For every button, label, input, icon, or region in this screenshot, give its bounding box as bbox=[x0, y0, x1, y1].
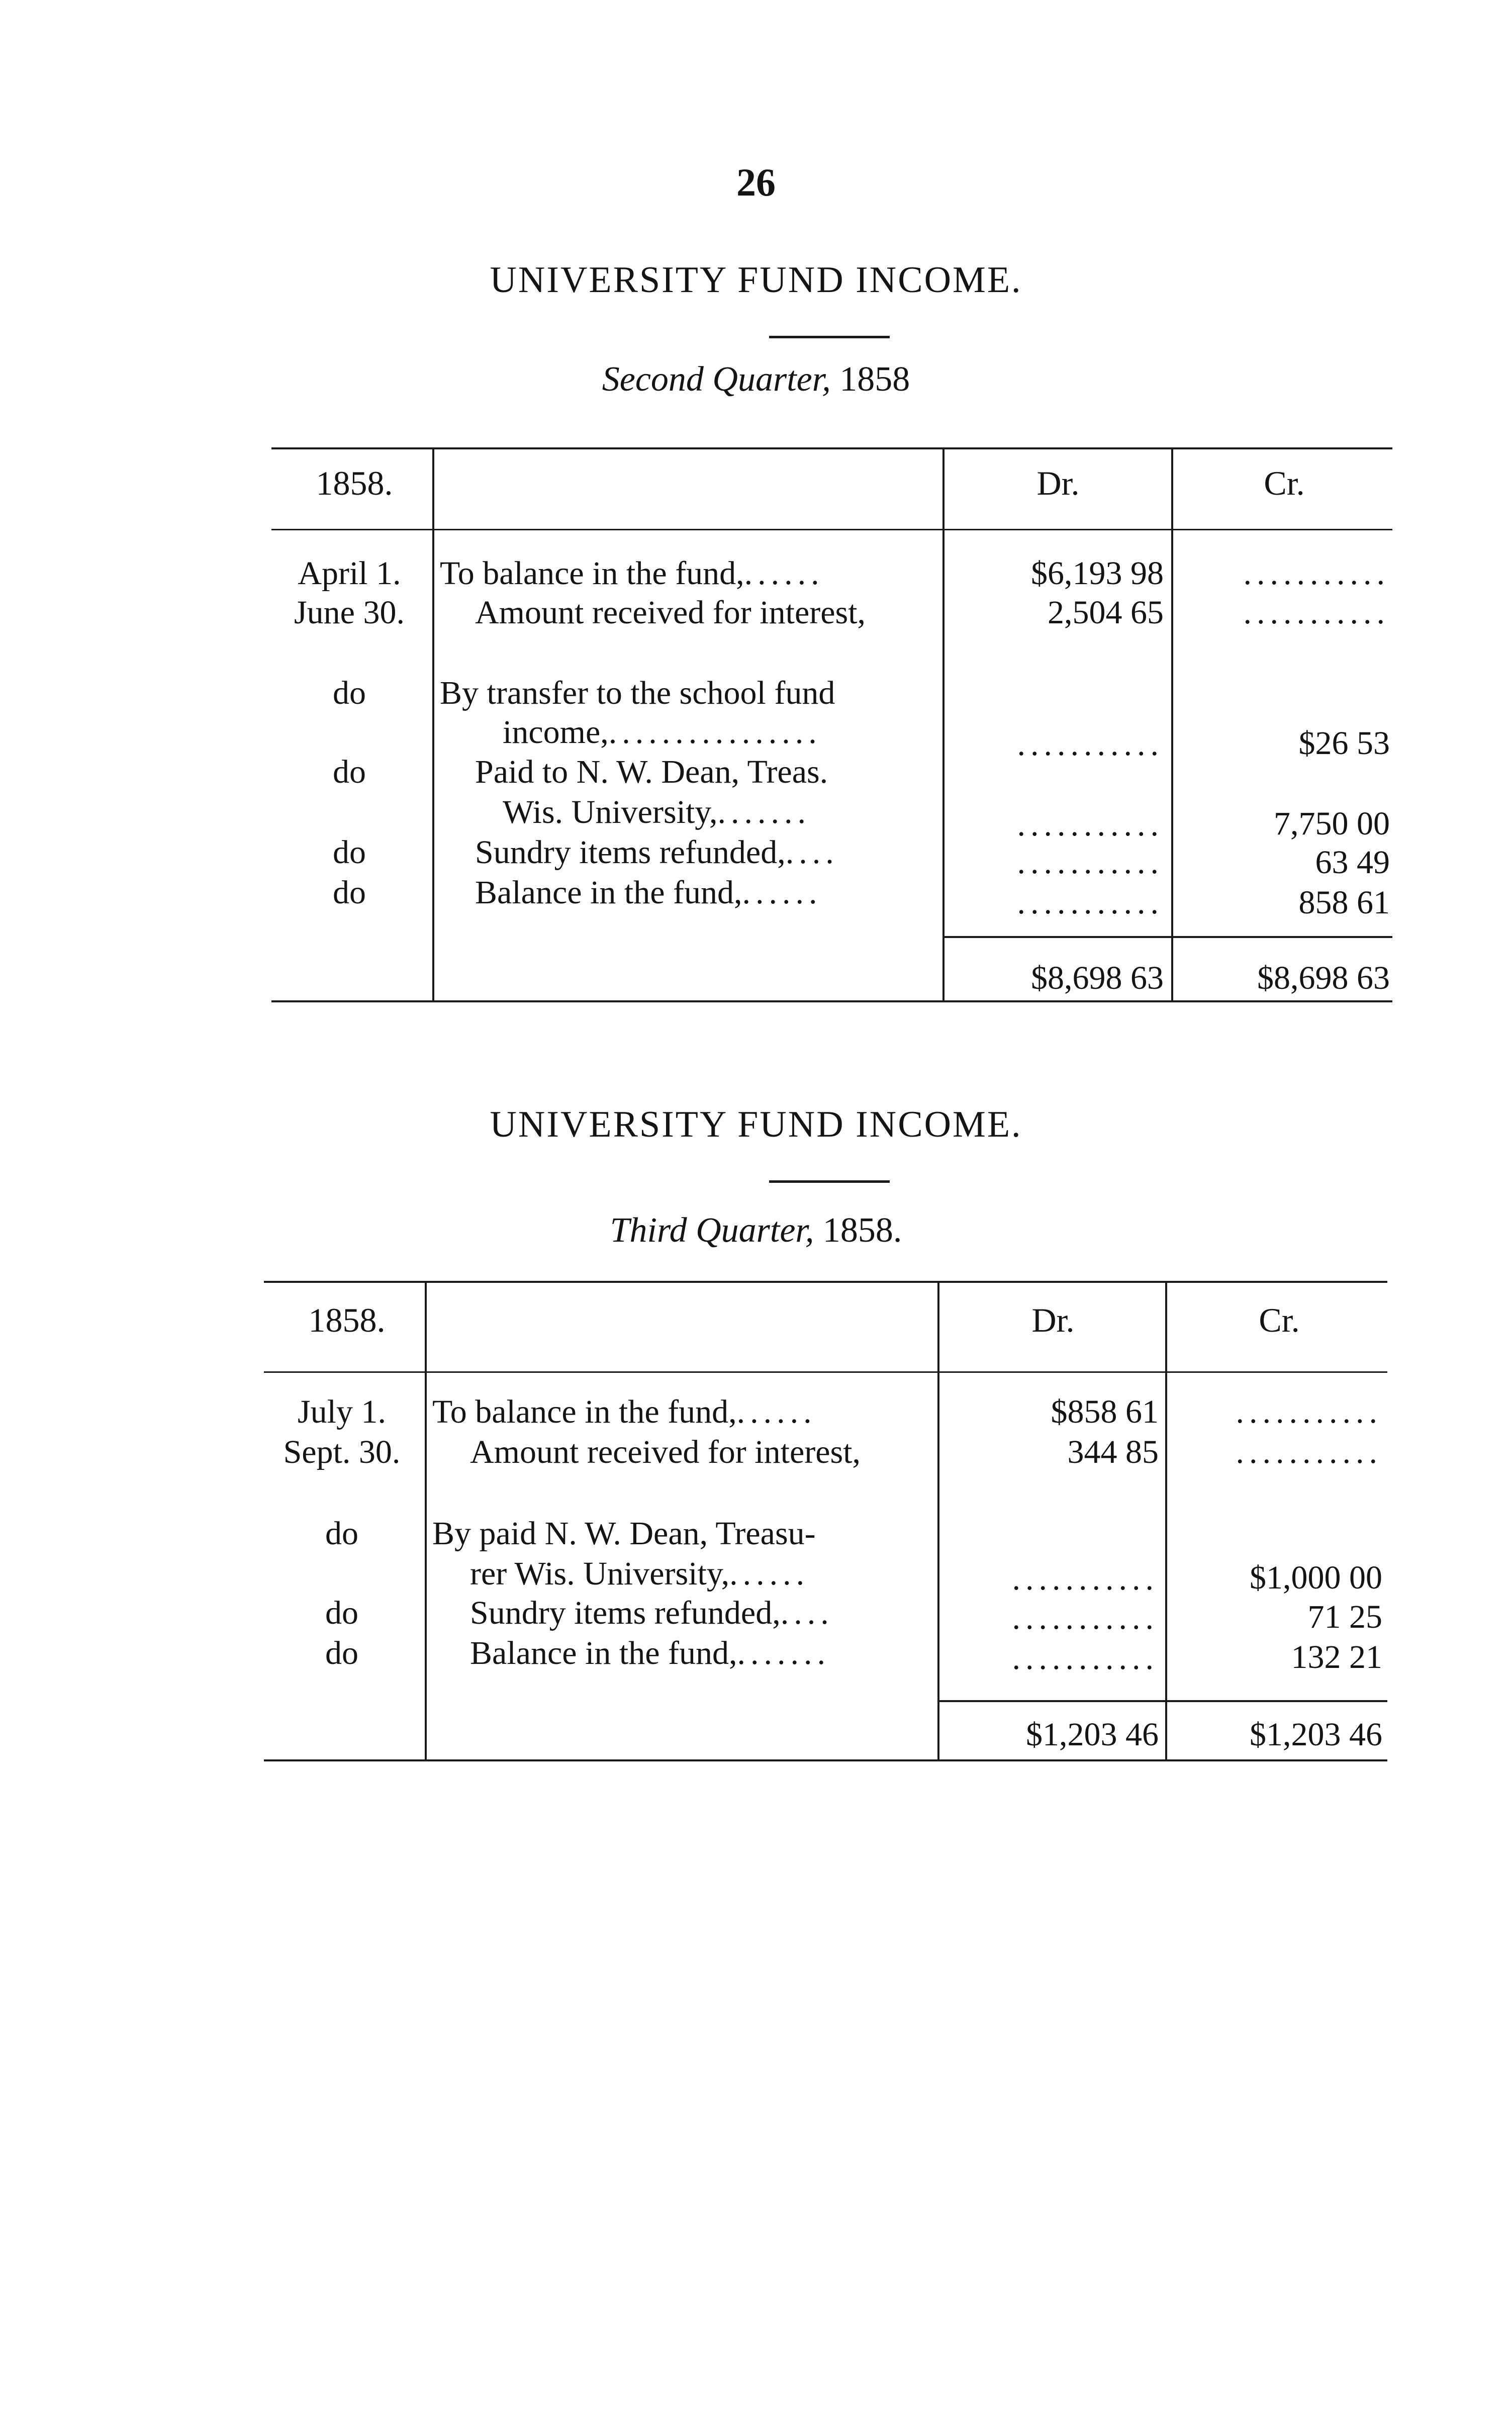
entry-leader: ....... bbox=[737, 1635, 830, 1671]
entry-text: Balance in the fund, bbox=[470, 1635, 737, 1671]
entry-debit: ........... bbox=[1012, 1560, 1159, 1597]
entry-leader: ................ bbox=[608, 714, 822, 751]
subtitle-year: 1858. bbox=[822, 1211, 902, 1250]
entry-text: By transfer to the school fund bbox=[440, 675, 835, 711]
header-debit: Dr. bbox=[1031, 1301, 1075, 1339]
col-rule-date bbox=[425, 1281, 427, 1759]
entry-date: do bbox=[325, 1595, 358, 1631]
entry-credit: $1,000 00 bbox=[1250, 1559, 1382, 1596]
entry-date: April 1. bbox=[298, 555, 401, 592]
entry-credit: 63 49 bbox=[1315, 844, 1390, 881]
entry-date: do bbox=[333, 874, 366, 911]
table-bottom-rule bbox=[264, 1759, 1387, 1761]
col-rule-dr bbox=[1165, 1281, 1167, 1759]
total-credit: $8,698 63 bbox=[1257, 960, 1390, 996]
entry-debit: ........... bbox=[1012, 1600, 1159, 1636]
entry-text: To balance in the fund, bbox=[432, 1393, 737, 1430]
header-debit: Dr. bbox=[1036, 464, 1080, 502]
entry-leader: .... bbox=[785, 834, 839, 871]
entry-leader: .... bbox=[780, 1595, 834, 1631]
total-debit: $8,698 63 bbox=[1031, 960, 1164, 996]
entry-date: do bbox=[333, 675, 366, 711]
entry-credit: ........... bbox=[1243, 555, 1390, 592]
entry-debit: 344 85 bbox=[1067, 1434, 1159, 1470]
entry-description bbox=[470, 1432, 861, 1473]
page-number: 26 bbox=[736, 160, 776, 204]
entry-date: do bbox=[333, 834, 366, 871]
entry-credit: ........... bbox=[1243, 594, 1390, 631]
header-credit: Cr. bbox=[1264, 464, 1305, 502]
entry-debit: ........... bbox=[1017, 844, 1164, 881]
entry-description bbox=[470, 1633, 830, 1674]
entry-leader: ...... bbox=[742, 874, 822, 911]
entry-description bbox=[432, 1391, 817, 1433]
header-credit: Cr. bbox=[1259, 1301, 1300, 1339]
totals-rule bbox=[937, 1700, 1387, 1702]
entry-text: To balance in the fund, bbox=[440, 555, 744, 592]
entry-credit: 71 25 bbox=[1307, 1599, 1382, 1635]
entry-leader: ....... bbox=[717, 794, 811, 830]
entry-leader: ...... bbox=[744, 555, 824, 592]
entry-description bbox=[470, 1553, 809, 1595]
entry-credit: 7,750 00 bbox=[1274, 805, 1390, 842]
entry-text: Amount received for interest, bbox=[470, 1434, 861, 1470]
entry-description bbox=[470, 1593, 834, 1634]
entry-debit: ........... bbox=[1012, 1640, 1159, 1676]
entry-text: Wis. University, bbox=[503, 794, 718, 830]
entry-debit: $858 61 bbox=[1051, 1393, 1159, 1430]
entry-text: Sundry items refunded, bbox=[475, 834, 786, 871]
entry-date: do bbox=[325, 1515, 358, 1552]
col-rule-desc bbox=[937, 1281, 939, 1759]
entry-credit: ........... bbox=[1236, 1434, 1382, 1470]
entry-date: do bbox=[333, 754, 366, 790]
entry-date: do bbox=[325, 1635, 358, 1671]
total-debit: $1,203 46 bbox=[1026, 1716, 1159, 1753]
entry-date: July 1. bbox=[297, 1393, 387, 1430]
entry-leader: ...... bbox=[736, 1393, 817, 1430]
entry-leader: ...... bbox=[729, 1555, 810, 1592]
subtitle-quarter: Second Quarter, bbox=[602, 360, 831, 399]
entry-text: Paid to N. W. Dean, Treas. bbox=[475, 754, 828, 790]
entry-debit: ........... bbox=[1017, 726, 1164, 763]
entry-text: By paid N. W. Dean, Treasu- bbox=[432, 1515, 816, 1552]
table-top-rule bbox=[264, 1281, 1387, 1283]
total-credit: $1,203 46 bbox=[1250, 1716, 1382, 1753]
entry-credit: $26 53 bbox=[1298, 725, 1390, 762]
entry-description bbox=[432, 1513, 816, 1554]
entry-debit: ........... bbox=[1017, 806, 1164, 843]
entry-date: Sept. 30. bbox=[283, 1434, 401, 1470]
subtitle-quarter: Third Quarter, bbox=[610, 1211, 814, 1250]
entry-text: Balance in the fund, bbox=[475, 874, 742, 911]
entry-text: Sundry items refunded, bbox=[470, 1595, 781, 1631]
entry-text: Amount received for interest, bbox=[475, 594, 866, 631]
entry-debit: 2,504 65 bbox=[1048, 594, 1164, 631]
section-title: UNIVERSITY FUND INCOME. bbox=[490, 259, 1022, 301]
header-date: 1858. bbox=[316, 464, 393, 502]
entry-credit: 858 61 bbox=[1298, 884, 1390, 921]
entry-text: income, bbox=[503, 714, 609, 751]
section-title: UNIVERSITY FUND INCOME. bbox=[490, 1104, 1022, 1145]
subtitle-year: 1858 bbox=[839, 360, 910, 399]
entry-credit: 132 21 bbox=[1291, 1639, 1382, 1675]
entry-date: June 30. bbox=[294, 594, 405, 631]
header-date: 1858. bbox=[308, 1301, 386, 1339]
entry-text: rer Wis. University, bbox=[470, 1555, 730, 1592]
entry-credit: ........... bbox=[1236, 1393, 1382, 1430]
entry-debit: $6,193 98 bbox=[1031, 555, 1164, 592]
header-bottom-rule bbox=[264, 1371, 1387, 1373]
entry-debit: ........... bbox=[1017, 884, 1164, 921]
